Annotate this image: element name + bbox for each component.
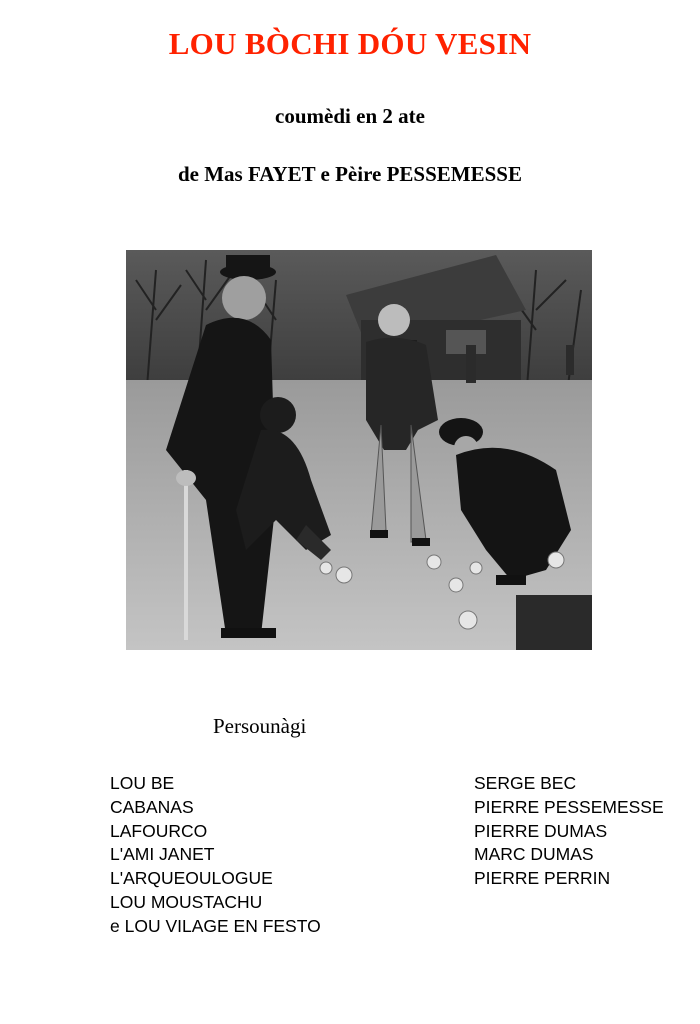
role-item: e LOU VILAGE EN FESTO: [110, 915, 321, 936]
role-item: LAFOURCO: [110, 820, 208, 841]
photo-illustration: [126, 250, 592, 650]
actors-list: [474, 772, 664, 891]
role-item: LOU MOUSTACHU: [110, 891, 263, 912]
actor-item: PIERRE PERRIN: [474, 868, 611, 889]
actor-item: SERGE BEC: [474, 773, 577, 793]
play-authors: de Mas FAYET e Pèire PESSEMESSE: [177, 162, 522, 186]
role-item: L'ARQUEOULOGUE: [110, 868, 273, 889]
actor-item: MARC DUMAS: [474, 844, 594, 865]
role-item: L'AMI JANET: [110, 844, 215, 865]
play-subtitle: coumèdi en 2 ate: [275, 104, 425, 128]
role-item: LOU BE: [110, 773, 175, 793]
play-title: LOU BÒCHI DÓU VESIN: [168, 26, 532, 61]
actor-item: PIERRE DUMAS: [474, 820, 608, 841]
boules-players-photo: [126, 250, 592, 650]
role-item: CABANAS: [110, 796, 194, 817]
actor-item: PIERRE PESSEMESSE: [474, 796, 664, 817]
roles-list: [110, 772, 321, 939]
characters-heading: Persounàgi: [213, 714, 307, 738]
